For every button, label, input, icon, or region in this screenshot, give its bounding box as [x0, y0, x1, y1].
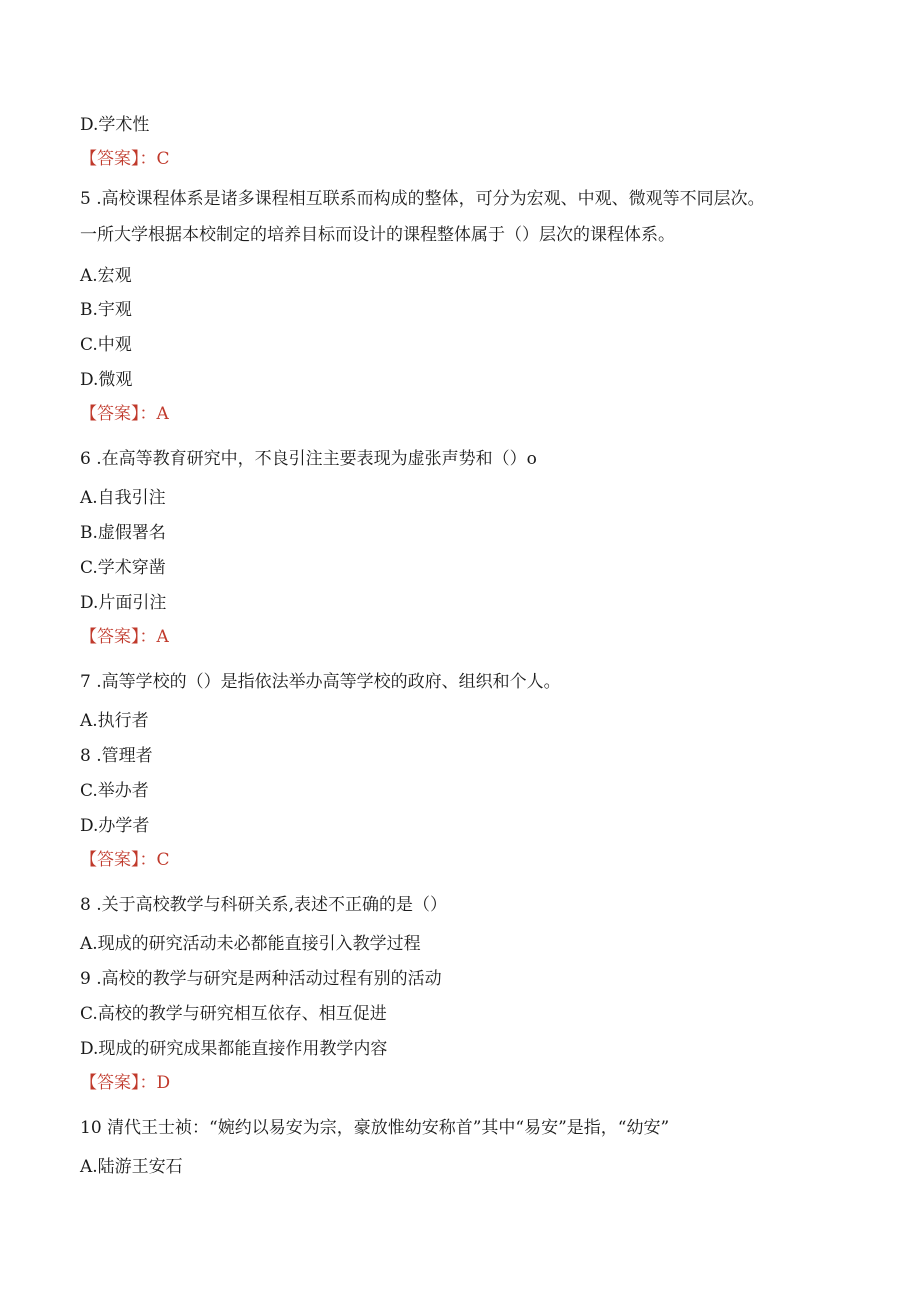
option-line: B.宇观	[80, 300, 132, 320]
option-line: D.微观	[80, 370, 133, 390]
answer-line: 【答案】：C	[80, 149, 170, 169]
question-line: 6 .在高等教育研究中，不良引注主要表现为虚张声势和（）o	[80, 449, 537, 469]
option-line: A.执行者	[80, 711, 149, 731]
option-line: C.举办者	[80, 781, 149, 801]
answer-line: 【答案】：D	[80, 1073, 171, 1093]
option-line: 8 .管理者	[80, 746, 153, 766]
answer-line: 【答案】：A	[80, 627, 169, 647]
option-line: C.学术穿凿	[80, 558, 166, 578]
answer-line: 【答案】：A	[80, 404, 169, 424]
option-line: A.宏观	[80, 266, 132, 286]
question-line: 10 清代王士祯：“婉约以易安为宗，豪放惟幼安称首”其中“易安”是指，“幼安”	[80, 1118, 670, 1138]
option-line: C.高校的教学与研究相互依存、相互促进	[80, 1004, 387, 1024]
answer-line: 【答案】：C	[80, 850, 170, 870]
option-line: B.虚假署名	[80, 523, 166, 543]
option-line: A.现成的研究活动未必都能直接引入教学过程	[80, 934, 421, 954]
option-line: A.自我引注	[80, 488, 166, 508]
question-line: 8 .关于高校教学与科研关系,表述不正确的是（）	[80, 895, 448, 915]
option-line: 9 .高校的教学与研究是两种活动过程有别的活动	[80, 969, 442, 989]
question-line: 5 .高校课程体系是诸多课程相互联系而构成的整体，可分为宏观、中观、微观等不同层次。	[80, 189, 765, 209]
option-line: D.办学者	[80, 816, 150, 836]
option-line: A.陆游王安石	[80, 1157, 183, 1177]
option-line: D.现成的研究成果都能直接作用教学内容	[80, 1039, 388, 1059]
option-line: D.片面引注	[80, 593, 167, 613]
question-line: 7 .高等学校的（）是指依法举办高等学校的政府、组织和个人。	[80, 672, 561, 692]
question-line: 一所大学根据本校制定的培养目标而设计的课程整体属于（）层次的课程体系。	[80, 225, 675, 245]
option-line: D.学术性	[80, 115, 150, 135]
option-line: C.中观	[80, 335, 132, 355]
